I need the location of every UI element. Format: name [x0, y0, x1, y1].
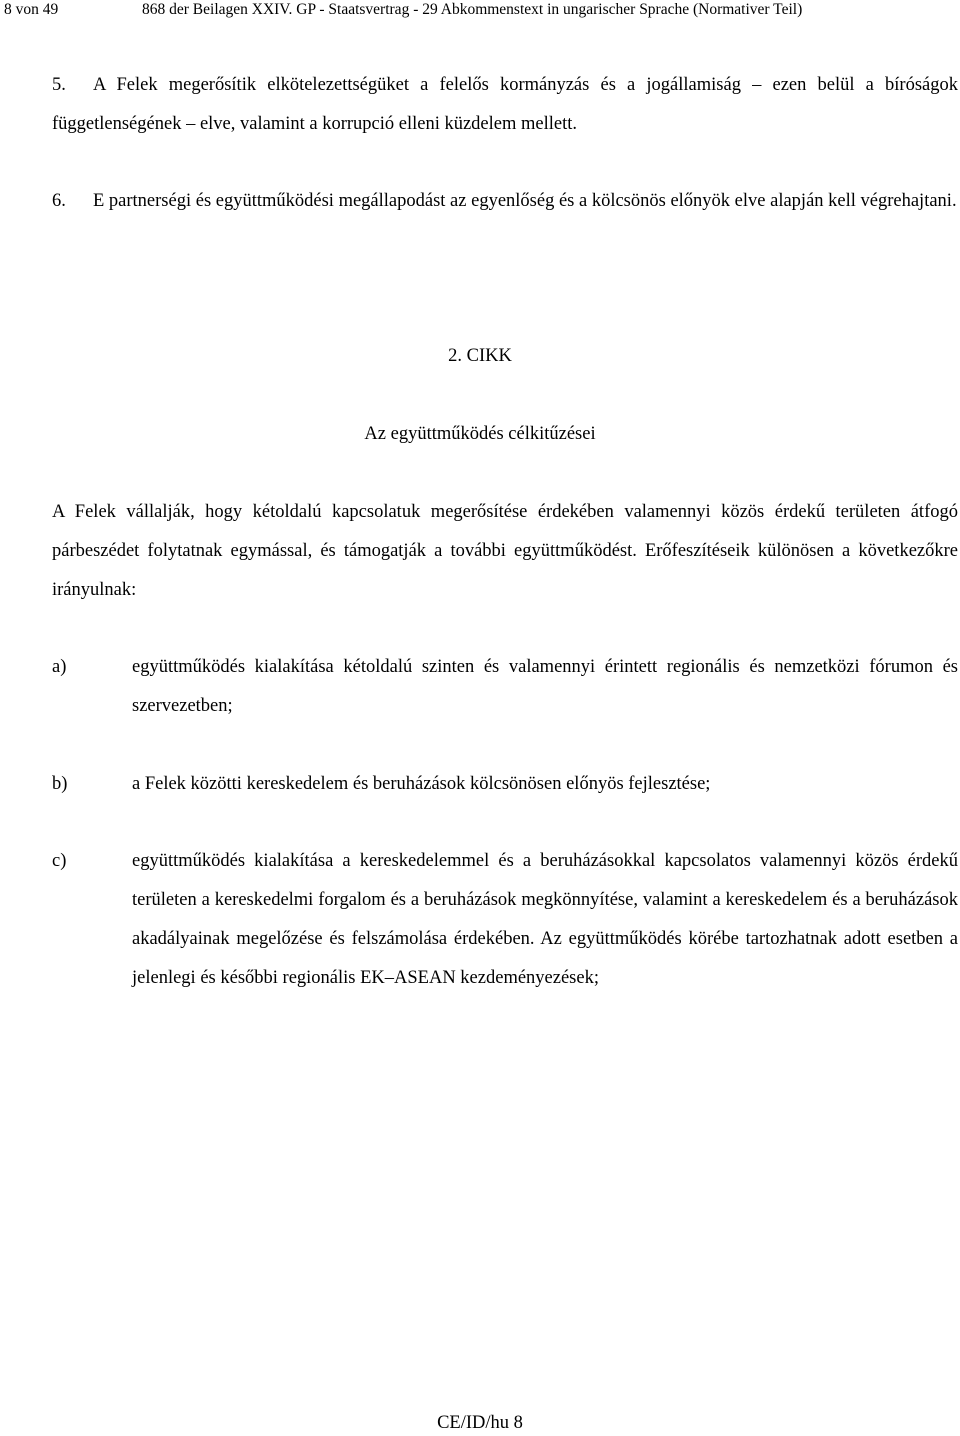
paragraph-number: 5. — [52, 75, 66, 95]
list-item-a — [52, 648, 958, 726]
list-marker: a) — [52, 657, 67, 677]
list-item-c — [52, 842, 958, 998]
header-title: 868 der Beilagen XXIV. GP - Staatsvertrag - 29 Abkommenstext in ungarischer Sprache (Normativer Teil) — [142, 1, 803, 18]
page-number: 8 von 49 — [4, 1, 59, 18]
page-footer: CE/ID/hu 8 — [437, 1413, 523, 1433]
article-subheading: Az együttműködés célkitűzései — [364, 424, 596, 444]
paragraph-text: A Felek megerősítik elkötelezettségüket a felelős kormányzás és a jogállamiság – ezen belül a bíróságok függetlenségének – elve, valamint a korrupció elleni küzdelem mellett. — [52, 75, 958, 134]
list-marker: b) — [52, 774, 68, 794]
paragraph-6 — [52, 182, 958, 221]
list-item-b — [52, 765, 958, 804]
article-intro: A Felek vállalják, hogy kétoldalú kapcsolatuk megerősítése érdekében valamennyi közös érdekű területen átfogó párbeszédet folytatnak egymással, és támogatják a további együttműködést. Erőfeszítéseik különösen a következőkre irányulnak: — [52, 502, 958, 600]
list-marker: c) — [52, 851, 67, 871]
paragraph-5 — [52, 66, 958, 144]
list-item-text: együttműködés kialakítása kétoldalú szinten és valamennyi érintett regionális és nemzetközi fórumon és szervezetben; — [132, 657, 958, 716]
list-item-text: a Felek közötti kereskedelem és beruházások kölcsönösen előnyös fejlesztése; — [132, 774, 711, 794]
paragraph-text: E partnerségi és együttműködési megállapodást az egyenlőség és a kölcsönös előnyök elve alapján kell végrehajtani. — [93, 191, 957, 211]
article-heading: 2. CIKK — [448, 346, 512, 366]
paragraph-number: 6. — [52, 191, 66, 211]
list-item-text: együttműködés kialakítása a kereskedelemmel és a beruházásokkal kapcsolatos valamennyi közös érdekű területen a kereskedelmi forgalom és a beruházások megkönnyítése, valamint a kereskedelem és a beruházások akadályainak megelőzése és felszámolása érdekében. Az együttműködés körébe tartozhatnak adott esetben a jelenlegi és későbbi regionális EK–ASEAN kezdeményezések; — [132, 851, 958, 988]
